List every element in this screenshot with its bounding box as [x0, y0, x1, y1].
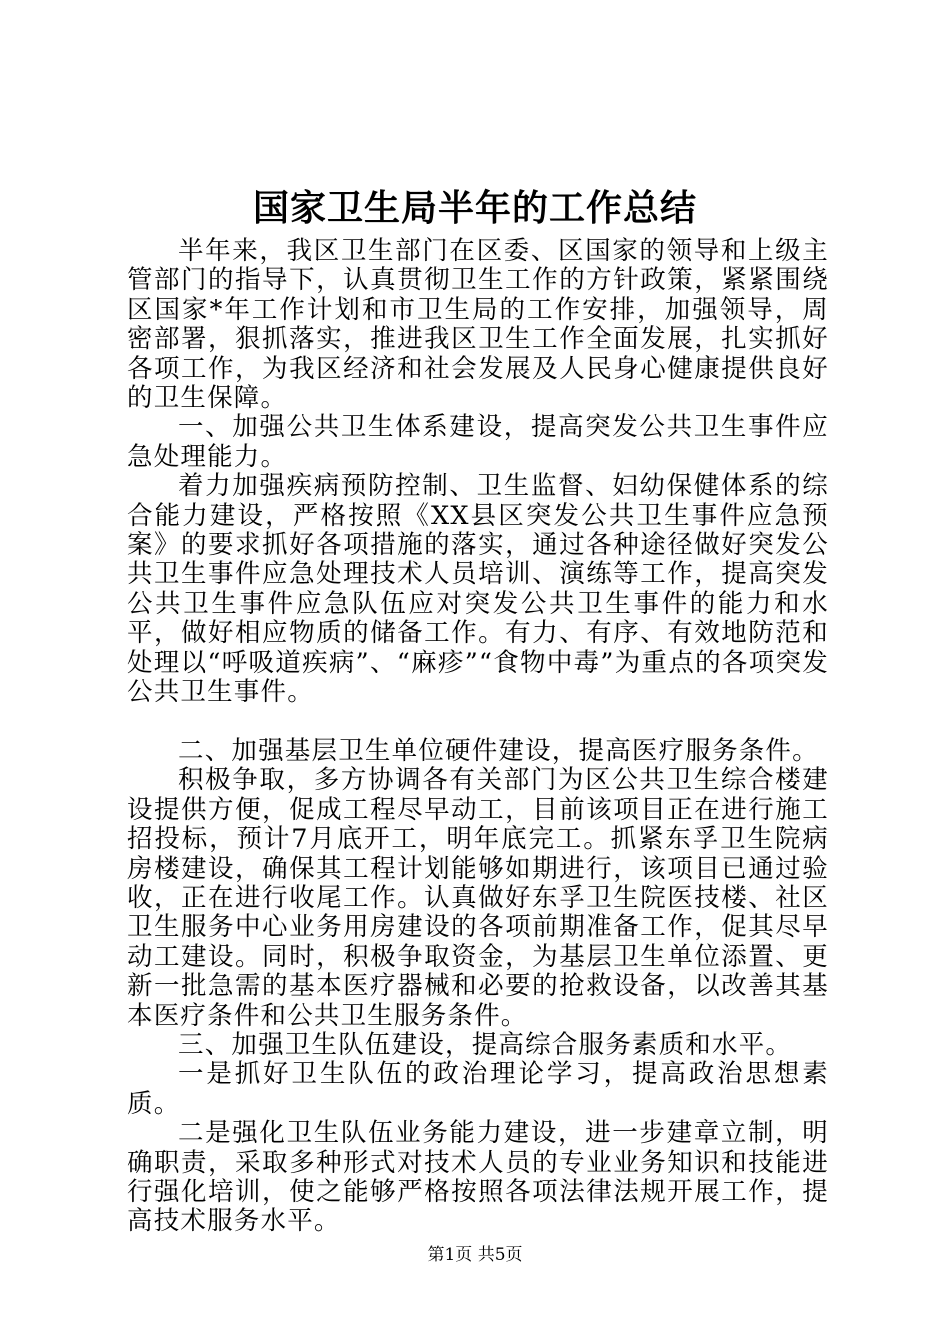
paragraph-section-3-item-2: 二是强化卫生队伍业务能力建设，进一步建章立制，明确职责，采取多种形式对技术人员的专业业务知识和技能进行强化培训，使之能够严格按照各项法律法规开展工作，提高技术服务水平。 — [127, 1118, 829, 1237]
section-heading-2: 二、加强基层卫生单位硬件建设，提高医疗服务条件。 — [178, 735, 819, 766]
document-title: 国家卫生局半年的工作总结 — [252, 187, 697, 229]
paragraph-intro: 半年来，我区卫生部门在区委、区国家的领导和上级主管部门的指导下，认真贯彻卫生工作的方针政策，紧紧围绕区国家*年工作计划和市卫生局的工作安排，加强领导，周密部署，狠抓落实，推进我区卫生工作全面发展，扎实抓好各项工作，为我区经济和社会发展及人民身心健康提供良好的卫生保障。 — [127, 236, 829, 414]
section-heading-1: 一、加强公共卫生体系建设，提高突发公共卫生事件应急处理能力。 — [127, 412, 829, 472]
page-number-footer: 第1页 共5页 — [427, 1245, 523, 1265]
document-body — [127, 237, 829, 1237]
section-heading-3: 三、加强卫生队伍建设，提高综合服务素质和水平。 — [178, 1029, 793, 1060]
paragraph-section-2: 积极争取，多方协调各有关部门为区公共卫生综合楼建设提供方便，促成工程尽早动工，目前该项目正在进行施工招投标，预计7月底开工，明年底完工。抓紧东孚卫生院病房楼建设，确保其工程计划能够如期进行，该项目已通过验收，正在进行收尾工作。认真做好东孚卫生院医技楼、社区卫生服务中心业务用房建设的各项前期准备工作，促其尽早动工建设。同时，积极争取资金，为基层卫生单位添置、更新一批急需的基本医疗器械和必要的抢救设备，以改善其基本医疗条件和公共卫生服务条件。 — [127, 765, 829, 1031]
paragraph-section-1: 着力加强疾病预防控制、卫生监督、妇幼保健体系的综合能力建设，严格按照《XX县区突发公共卫生事件应急预案》的要求抓好各项措施的落实，通过各种途径做好突发公共卫生事件应急处理技术人员培训、演练等工作，提高突发公共卫生事件应急队伍应对突发公共卫生事件的能力和水平，做好相应物质的储备工作。有力、有序、有效地防范和处理以“呼吸道疾病”、“麻疹”“食物中毒”为重点的各项突发公共卫生事件。 — [127, 471, 829, 708]
paragraph-section-3-item-1: 一是抓好卫生队伍的政治理论学习，提高政治思想素质。 — [127, 1059, 829, 1119]
